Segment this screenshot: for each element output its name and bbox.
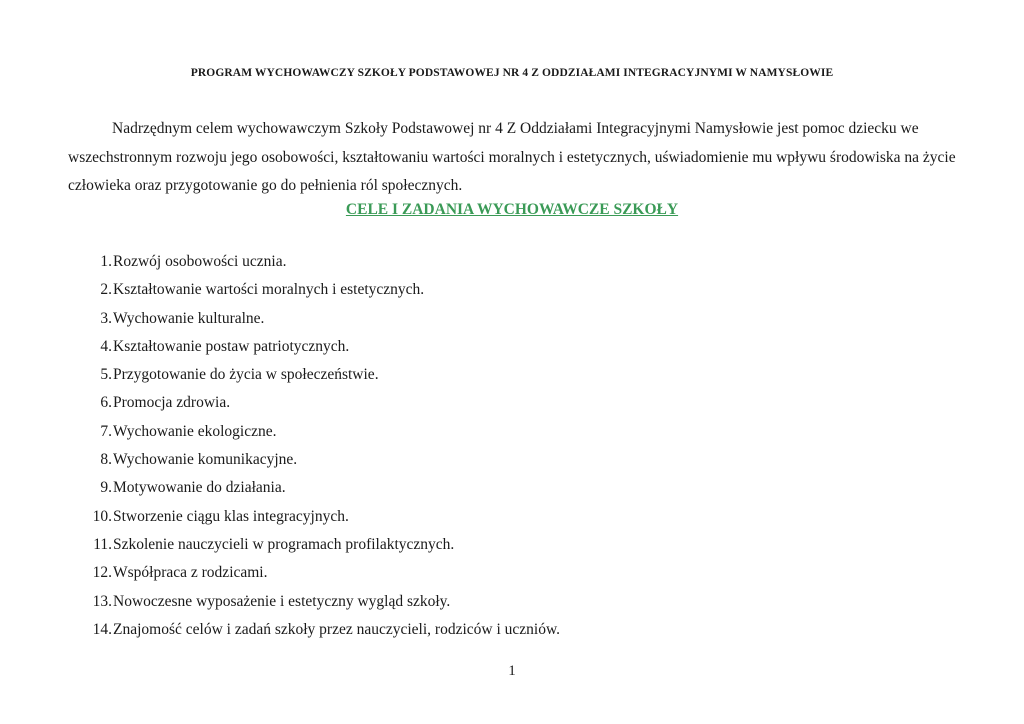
list-item-number: 7. (100, 422, 112, 440)
list-item (0, 503, 1024, 531)
list-item-text: Szkolenie nauczycieli w programach profilaktycznych. (113, 535, 455, 553)
list-item-number: 10. (92, 507, 112, 525)
list-item (0, 333, 1024, 361)
section-heading: CELE I ZADANIA WYCHOWAWCZE SZKOŁY (345, 201, 679, 218)
list-item-number: 11. (93, 535, 112, 553)
list-item (0, 446, 1024, 474)
list-item-text: Przygotowanie do życia w społeczeństwie. (113, 366, 379, 384)
list-item-number: 13. (92, 592, 112, 610)
list-item-number: 3. (100, 309, 112, 327)
page-number: 1 (508, 663, 516, 679)
list-item-text: Rozwój osobowości ucznia. (113, 253, 287, 270)
list-item-text: Współpraca z rodzicami. (113, 564, 268, 582)
list-item-text: Motywowanie do działania. (113, 479, 286, 497)
intro-text: Nadrzędnym celem wychowawczym Szkoły Podstawowej nr 4 Z Oddziałami Integracyjnymi Namysłowie jest pomoc dziecku we wszechstronnym rozwoju jego osobowości, kształtowaniu wartości moralnych i estetycznych, uświadomienie mu wpływu środowiska na życie człowieka oraz przygotowanie go do pełnienia ról społecznych. (68, 120, 956, 194)
list-item-text: Promocja zdrowia. (113, 394, 231, 412)
list-item-text: Nowoczesne wyposażenie i estetyczny wygląd szkoły. (113, 592, 451, 610)
list-item (0, 588, 1024, 616)
list-item-number: 14. (92, 620, 112, 638)
list-item-number: 1. (100, 253, 112, 270)
list-item-text: Stworzenie ciągu klas integracyjnych. (113, 507, 349, 525)
list-item (0, 305, 1024, 333)
goals-list (0, 248, 1024, 644)
list-item (0, 418, 1024, 446)
list-item-text: Wychowanie ekologiczne. (113, 422, 277, 440)
list-item-text: Kształtowanie postaw patriotycznych. (113, 337, 350, 355)
list-item (0, 616, 1024, 644)
list-item-text: Znajomość celów i zadań szkoły przez nauczycieli, rodziców i uczniów. (113, 620, 561, 638)
list-item (0, 389, 1024, 417)
list-item (0, 559, 1024, 587)
list-item (0, 474, 1024, 502)
list-item-text: Kształtowanie wartości moralnych i estetycznych. (113, 281, 425, 299)
list-item-text: Wychowanie kulturalne. (113, 309, 265, 327)
list-item-number: 4. (100, 337, 112, 355)
list-item (0, 248, 1024, 276)
intro-paragraph (68, 115, 958, 201)
list-item (0, 276, 1024, 304)
list-item (0, 361, 1024, 389)
list-item-number: 5. (100, 366, 112, 384)
list-item-number: 2. (100, 281, 112, 299)
list-item-number: 8. (100, 451, 112, 469)
list-item (0, 531, 1024, 559)
document-title: PROGRAM WYCHOWAWCZY SZKOŁY PODSTAWOWEJ NR 4 Z ODDZIAŁAMI INTEGRACYJNYMI W NAMYSŁOWIE (190, 67, 834, 79)
list-item-text: Wychowanie komunikacyjne. (113, 451, 298, 469)
list-item-number: 12. (92, 564, 112, 582)
list-item-number: 9. (100, 479, 112, 497)
list-item-number: 6. (100, 394, 112, 412)
